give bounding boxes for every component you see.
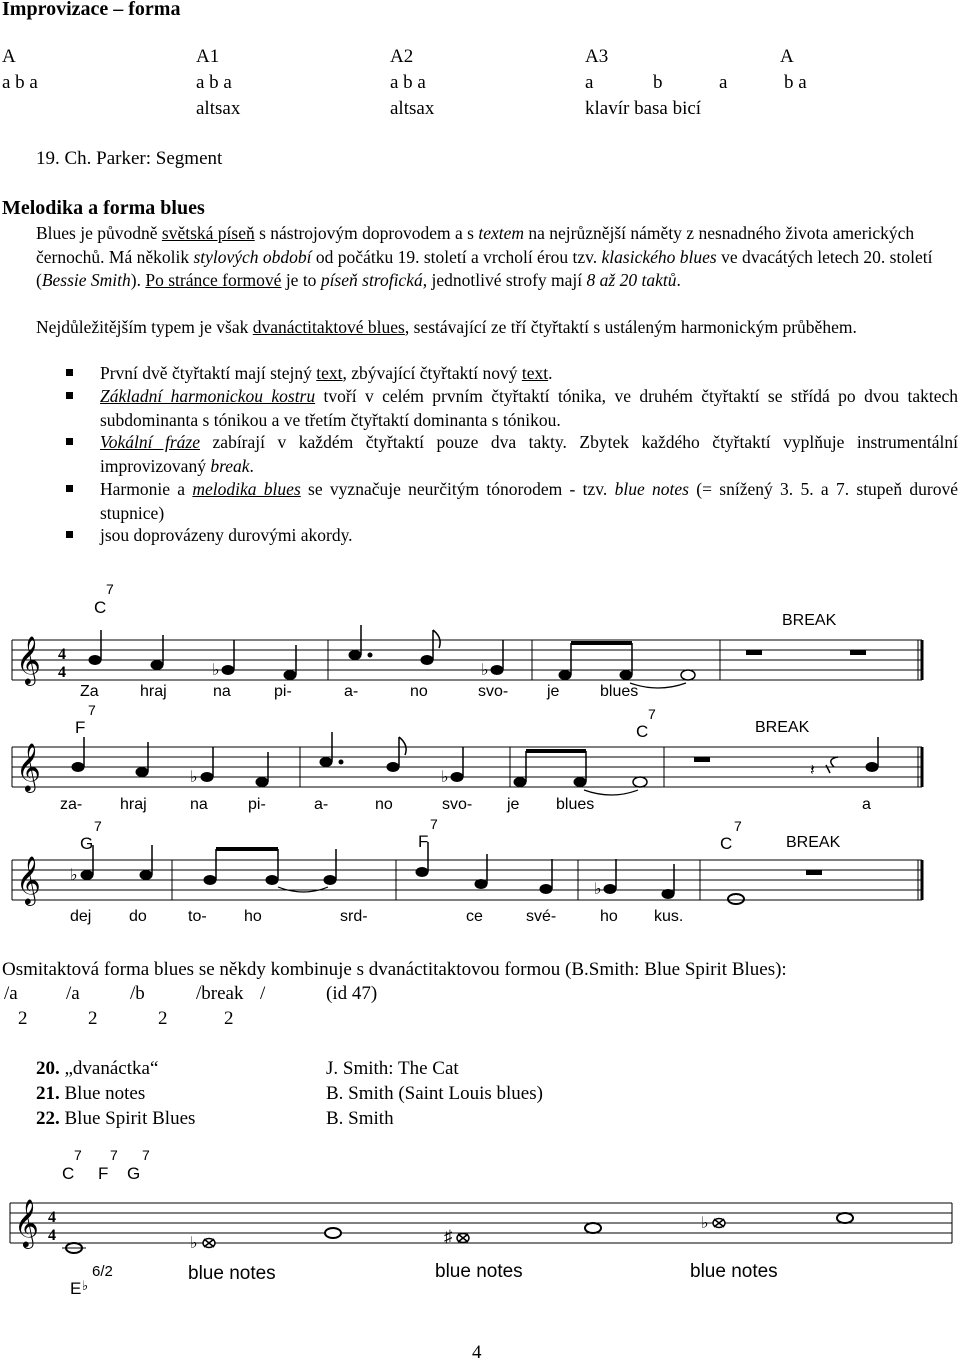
svg-text:♭: ♭ (212, 662, 220, 679)
form-sub: a (585, 72, 594, 93)
svg-text:♭: ♭ (701, 1215, 709, 1232)
time-sig-bottom: 4 (58, 664, 66, 681)
example-ref: J. Smith: The Cat (326, 1058, 459, 1079)
form-label: A3 (585, 46, 609, 67)
paragraph-intro: Blues je původně světská píseň s nástrojovým doprovodem a s textem na nejrůznější náměty z nesnadného života amerických černochů. Má několik stylových období od počátku 19. století a vrcholí érou tzv. klasického blues ve dvacátých letech 20. století (Bessie Smith). Po stránce formové je to píseň strofická, jednotlivé strofy mají 8 až 20 taktů. (36, 223, 933, 290)
chord-symbol: G (80, 834, 94, 853)
form-instrument: klavír basa bicí (585, 98, 702, 119)
bullet-icon (66, 392, 73, 399)
example-item: 20. „dvanáctka“ (36, 1058, 159, 1079)
chord-symbol: C (62, 1164, 75, 1183)
svg-text:na: na (190, 796, 208, 813)
svg-text:je: je (547, 683, 560, 700)
blue-notes-score (0, 1132, 960, 1312)
form-label: A (2, 46, 16, 67)
svg-text:svo-: svo- (442, 796, 473, 813)
svg-text:ce: ce (466, 908, 483, 925)
chord-sup: 7 (94, 818, 102, 834)
form-sub: a (719, 72, 728, 93)
chord-sup: 7 (648, 706, 656, 722)
form-label: A (780, 46, 794, 67)
chord-symbol: C (94, 598, 107, 617)
pattern-count: 2 (88, 1008, 98, 1029)
svg-text:♯: ♯ (444, 1227, 453, 1246)
svg-text:je: je (507, 796, 520, 813)
form-sub: a b a (2, 72, 38, 93)
treble-clef-icon: 𝄞 (16, 858, 41, 904)
chord-sup: 7 (110, 1147, 118, 1163)
time-sig-top: 4 (48, 1209, 56, 1226)
svg-text:pi-: pi- (274, 683, 292, 700)
pattern-count: 2 (18, 1008, 28, 1029)
chord-symbol: E (70, 1279, 82, 1298)
svg-text:ho: ho (600, 908, 618, 925)
chord-sup: 7 (142, 1147, 150, 1163)
form-sub: b (653, 72, 663, 93)
bullet-item: jsou doprovázeny durovými akordy. (100, 525, 353, 545)
chord-sup: 7 (734, 818, 742, 834)
example-item: 22. Blue Spirit Blues (36, 1108, 196, 1129)
chord-symbol: C (636, 722, 649, 741)
chord-symbol: F (75, 718, 86, 737)
bullet-icon (66, 438, 73, 445)
chord-symbol: C (720, 834, 733, 853)
example-item: 21. Blue notes (36, 1083, 146, 1104)
chord-symbol: G (127, 1164, 141, 1183)
time-sig-top: 4 (58, 646, 66, 663)
bullet-item: Základní harmonickou kostru tvoří v celém prvním čtyřtaktí tónika, ve druhém čtyřtaktí se střídá po dvou taktech subdominanta s tónikou a ve třetím čtyřtaktí dominanta s tónikou. (100, 386, 959, 430)
svg-text:blues: blues (556, 796, 595, 813)
svg-text:𝄽: 𝄽 (810, 762, 815, 779)
blues-score (0, 575, 960, 927)
pattern-item: /a (66, 983, 80, 1004)
svg-text:dej: dej (70, 908, 92, 925)
chord-sup: 7 (74, 1147, 82, 1163)
pattern-item: / (260, 983, 266, 1004)
chord-sup: 7 (88, 702, 96, 718)
chord-sup: 7 (430, 816, 438, 832)
svg-text:svo-: svo- (478, 683, 509, 700)
bullet-icon (66, 485, 73, 492)
example-ref: B. Smith (326, 1108, 394, 1129)
section-heading: Melodika a forma blues (2, 197, 205, 219)
svg-text:no: no (410, 683, 428, 700)
svg-text:♭: ♭ (190, 1235, 198, 1252)
svg-text:pi-: pi- (248, 796, 266, 813)
page-number: 4 (472, 1342, 482, 1363)
svg-text:srd-: srd- (340, 908, 368, 925)
svg-text:své-: své- (526, 908, 557, 925)
pattern-count: 2 (224, 1008, 234, 1029)
svg-text:a-: a- (314, 796, 329, 813)
form-sub: b a (784, 72, 807, 93)
paragraph-twelve-bar: Nejdůležitějším typem je však dvanáctitaktové blues, sestávající ze tří čtyřtaktí s ustáleným harmonickým průběhem. (36, 317, 857, 337)
blue-notes-label: blue notes (435, 1261, 523, 1282)
svg-text:♭: ♭ (190, 769, 198, 786)
treble-clef-icon: 𝄞 (16, 638, 41, 684)
form-label: A1 (196, 46, 220, 67)
svg-text:♭: ♭ (70, 867, 78, 884)
svg-text:hraj: hraj (140, 683, 167, 700)
bullet-item: Harmonie a melodika blues se vyznačuje neurčitým tónorodem - tzv. blue notes (= snížený 3. 5. a 7. stupeň durové stupnice) (100, 479, 958, 523)
break-label: BREAK (786, 834, 841, 851)
svg-text:no: no (375, 796, 393, 813)
treble-clef-icon: 𝄞 (14, 1201, 39, 1247)
svg-text:♭: ♭ (441, 769, 449, 786)
form-label: A2 (390, 46, 414, 67)
svg-text:ho: ho (244, 908, 262, 925)
bullet-icon (66, 369, 73, 376)
blue-notes-label: blue notes (188, 1263, 276, 1284)
svg-text:Za: Za (80, 683, 99, 700)
break-label: BREAK (755, 719, 810, 736)
example-19: 19. Ch. Parker: Segment (36, 148, 223, 169)
eight-bar-text: Osmitaktová forma blues se někdy kombinuje s dvanáctitaktovou formou (B.Smith: Blue Spirit Blues): (2, 959, 787, 980)
bullet-icon (66, 531, 73, 538)
svg-text:za-: za- (60, 796, 83, 813)
chord-sup: 7 (106, 581, 114, 597)
bullet-item: První dvě čtyřtaktí mají stejný text, zbývající čtyřtaktí nový text. (100, 363, 553, 383)
chord-sup: 6/2 (92, 1263, 113, 1280)
form-instrument: altsax (196, 98, 241, 119)
svg-text:do: do (129, 908, 147, 925)
svg-text:♭: ♭ (481, 662, 489, 679)
svg-text:kus.: kus. (654, 908, 684, 925)
chord-symbol: F (418, 832, 429, 851)
svg-text:a: a (862, 796, 871, 813)
svg-text:hraj: hraj (120, 796, 147, 813)
page-title: Improvizace – forma (2, 0, 181, 20)
svg-text:♭: ♭ (594, 881, 602, 898)
svg-text:na: na (213, 683, 231, 700)
svg-text:a-: a- (344, 683, 359, 700)
pattern-item: /break (196, 983, 244, 1004)
blue-notes-label: blue notes (690, 1261, 778, 1282)
treble-clef-icon: 𝄞 (16, 745, 41, 791)
break-label: BREAK (782, 612, 837, 629)
pattern-item: (id 47) (326, 983, 378, 1004)
chord-symbol: F (98, 1164, 109, 1183)
svg-text:to-: to- (188, 908, 207, 925)
svg-text:blues: blues (600, 683, 639, 700)
pattern-item: /a (4, 983, 18, 1004)
flat-icon: ♭ (82, 1278, 89, 1293)
pattern-count: 2 (158, 1008, 168, 1029)
time-sig-bottom: 4 (48, 1227, 56, 1244)
form-sub: a b a (390, 72, 426, 93)
pattern-item: /b (130, 983, 145, 1004)
example-ref: B. Smith (Saint Louis blues) (326, 1083, 543, 1104)
form-instrument: altsax (390, 98, 435, 119)
form-sub: a b a (196, 72, 232, 93)
bullet-item: Vokální fráze zabírají v každém čtyřtaktí pouze dva takty. Zbytek každého čtyřtaktí vyplňuje instrumentální improvizovaný break. (100, 432, 958, 476)
